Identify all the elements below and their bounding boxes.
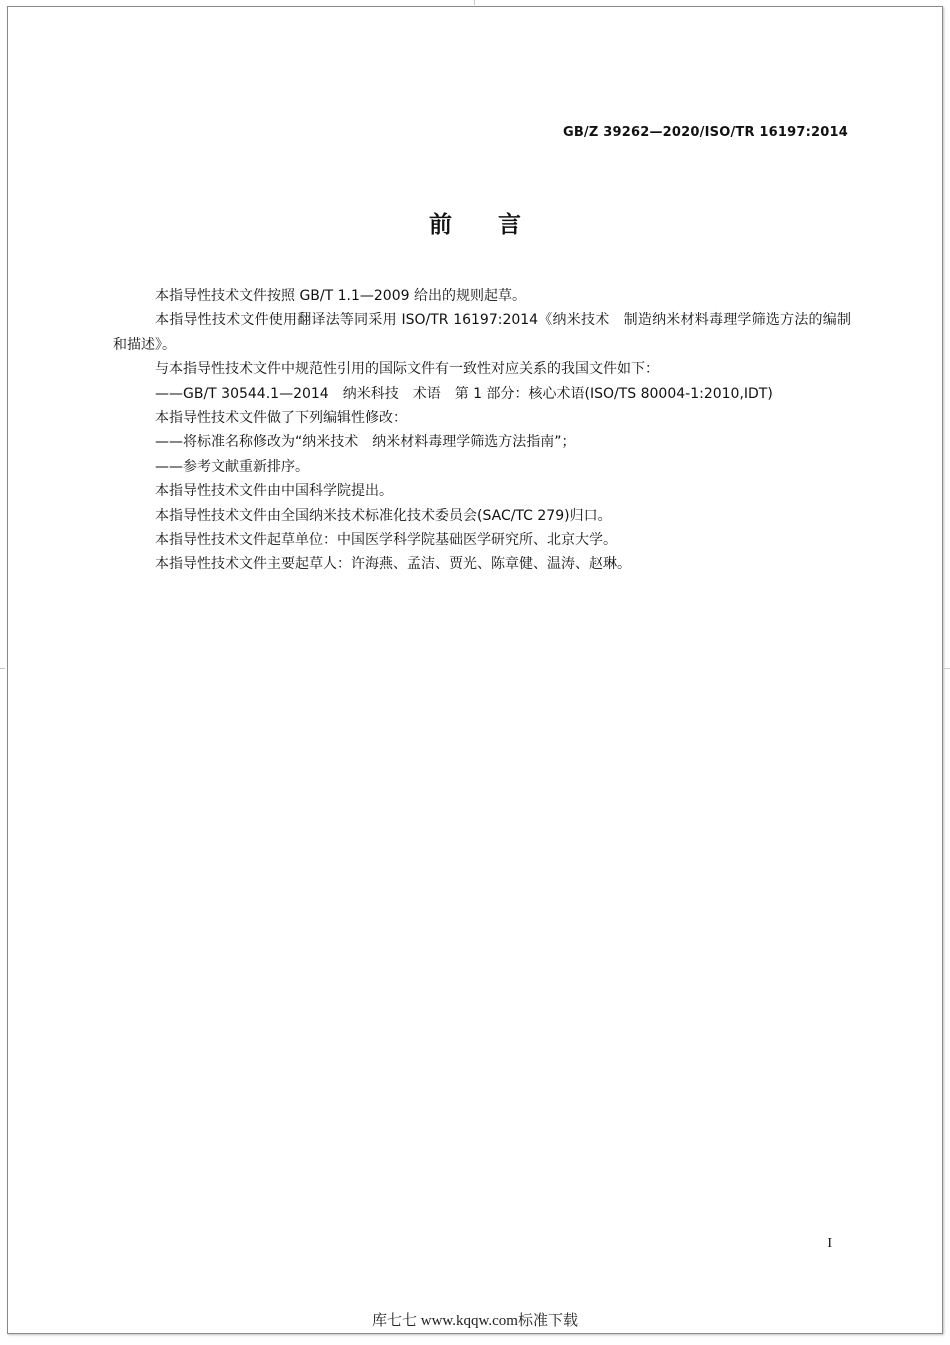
crop-mark-right xyxy=(944,668,950,669)
standard-code: GB/Z 39262—2020/ISO/TR 16197:2014 xyxy=(562,125,848,140)
paragraph: 本指导性技术文件起草单位：中国医学科学院基础医学研究所、北京大学。 xyxy=(155,532,617,549)
list-item: ——将标准名称修改为“纳米技术 纳米材料毒理学筛选方法指南”； xyxy=(155,434,576,451)
paragraph: 本指导性技术文件由中国科学院提出。 xyxy=(155,483,393,500)
list-item: ——参考文献重新排序。 xyxy=(155,458,309,475)
paragraph: 本指导性技术文件主要起草人：许海燕、孟洁、贾光、陈章健、温涛、赵琳。 xyxy=(155,556,631,573)
paragraph: 与本指导性技术文件中规范性引用的国际文件有一致性对应关系的我国文件如下： xyxy=(155,361,659,378)
list-item: ——GB/T 30544.1—2014 纳米科技 术语 第 1 部分：核心术语(ISO/TS 80004-1:2010,IDT) xyxy=(155,385,773,402)
page-title: 前言 xyxy=(429,212,567,238)
preface-body xyxy=(113,284,851,577)
paragraph: 本指导性技术文件做了下列编辑性修改： xyxy=(155,410,407,427)
footer-watermark: 库七七 www.kqqw.com标准下载 xyxy=(372,1313,578,1329)
page-number: I xyxy=(827,1236,832,1251)
paragraph: 本指导性技术文件由全国纳米技术标准化技术委员会(SAC/TC 279)归口。 xyxy=(155,507,612,524)
paragraph: 本指导性技术文件使用翻译法等同采用 ISO/TR 16197:2014《纳米技术 制造纳米材料毒理学筛选方法的编制和描述》。 xyxy=(113,312,851,353)
crop-mark-top xyxy=(474,0,475,5)
crop-mark-left xyxy=(0,668,5,669)
paragraph: 本指导性技术文件按照 GB/T 1.1—2009 给出的规则起草。 xyxy=(155,288,526,304)
